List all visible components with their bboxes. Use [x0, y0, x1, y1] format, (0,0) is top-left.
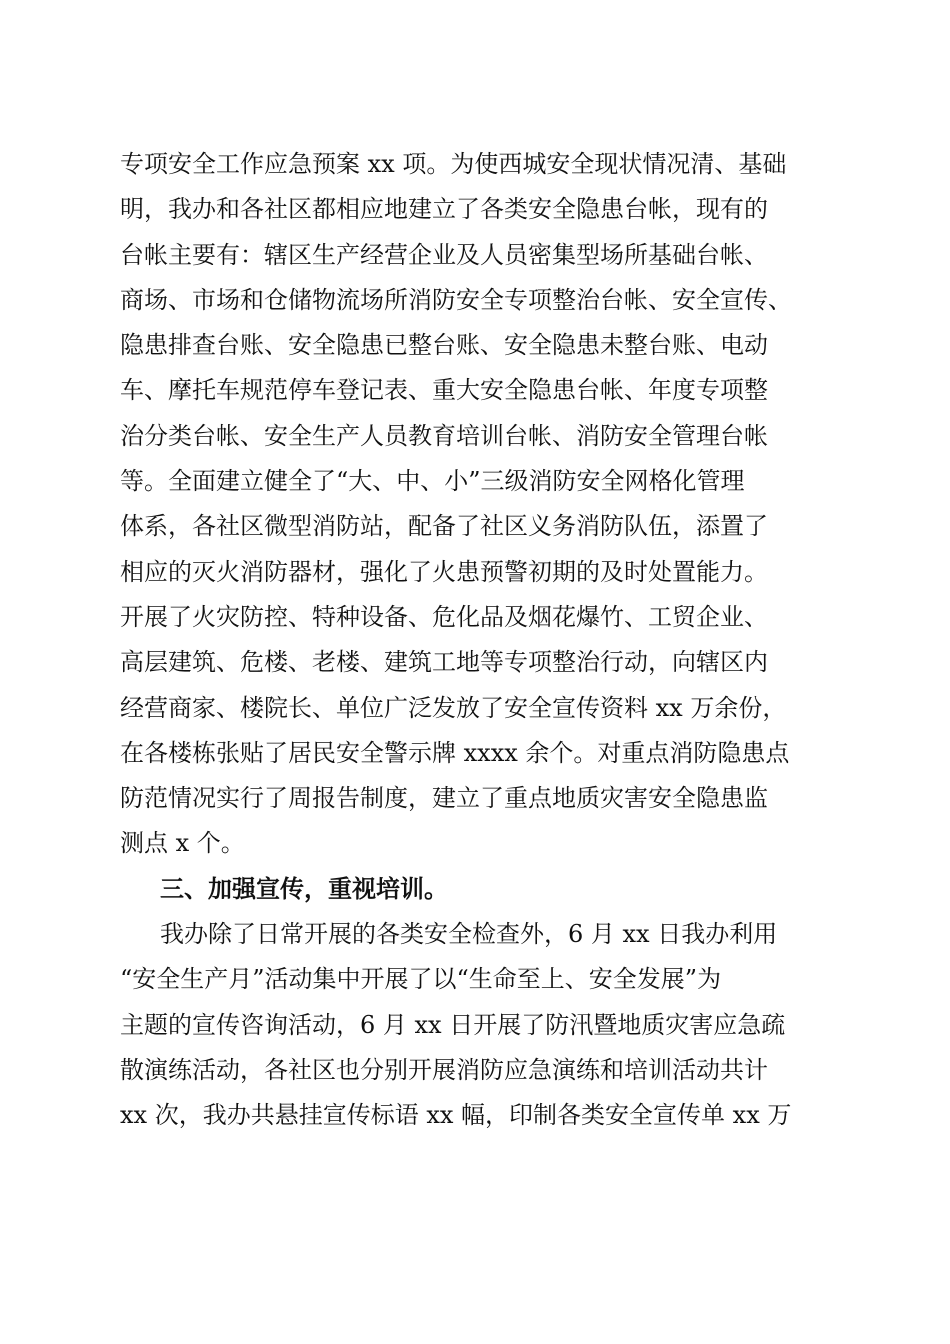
- text-line: 治分类台帐、安全生产人员教育培训台帐、消防安全管理台帐: [120, 421, 768, 450]
- text-line: 经营商家、楼院长、单位广泛发放了安全宣传资料 xx 万余份，: [120, 693, 787, 722]
- paragraph: [120, 912, 860, 1138]
- text-line: 高层建筑、危楼、老楼、建筑工地等专项整治行动，向辖区内: [120, 648, 768, 677]
- text-line: 相应的灭火消防器材，强化了火患预警初期的及时处置能力。: [120, 557, 768, 586]
- text-line: 散演练活动，各社区也分别开展消防应急演练和培训活动共计: [120, 1055, 768, 1084]
- text-line: 主题的宣传咨询活动，6 月 xx 日开展了防汛暨地质灾害应急疏: [120, 1010, 786, 1039]
- text-line: 台帐主要有：辖区生产经营企业及人员密集型场所基础台帐、: [120, 240, 768, 269]
- text-line: 专项安全工作应急预案 xx 项。为使西城安全现状情况清、基础: [120, 150, 787, 178]
- text-line: 测点 x 个。: [120, 829, 245, 858]
- text-line: 等。全面建立健全了“大、中、小”三级消防安全网格化管理: [120, 467, 745, 496]
- text-line: 隐患排查台账、安全隐患已整台账、安全隐患未整台账、电动: [120, 331, 768, 360]
- paragraph-continued: [120, 142, 860, 867]
- section-heading: 三、加强宣传，重视培训。: [160, 874, 448, 903]
- text-line: 防范情况实行了周报告制度，建立了重点地质灾害安全隐患监: [120, 784, 768, 813]
- text-line: 明，我办和各社区都相应地建立了各类安全隐患台帐，现有的: [120, 195, 768, 224]
- text-line: 商场、市场和仓储物流场所消防安全专项整治台帐、安全宣传、: [120, 285, 792, 314]
- text-line: 开展了火灾防控、特种设备、危化品及烟花爆竹、工贸企业、: [120, 602, 768, 631]
- text-line: 在各楼栋张贴了居民安全警示牌 xxxx 余个。对重点消防隐患点: [120, 738, 790, 767]
- text-line: 体系，各社区微型消防站，配备了社区义务消防队伍，添置了: [120, 512, 768, 541]
- document-body: [120, 142, 860, 1139]
- text-line: 车、摩托车规范停车登记表、重大安全隐患台帐、年度专项整: [120, 376, 768, 405]
- text-line: 我办除了日常开展的各类安全检查外，6 月 xx 日我办利用: [160, 920, 778, 949]
- text-line: “安全生产月”活动集中开展了以“生命至上、安全发展”为: [120, 965, 722, 994]
- text-line: xx 次，我办共悬挂宣传标语 xx 幅，印制各类安全宣传单 xx 万: [120, 1101, 792, 1130]
